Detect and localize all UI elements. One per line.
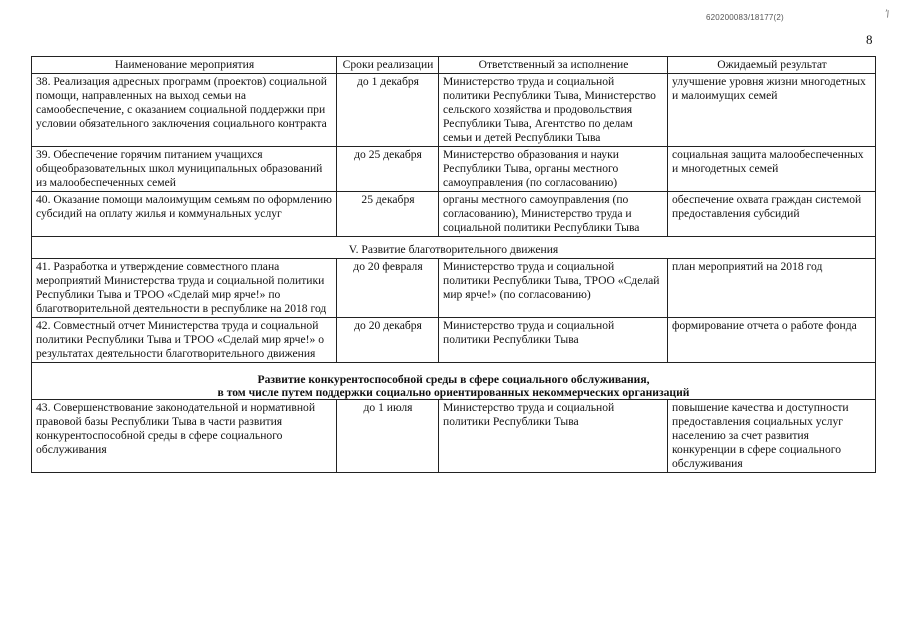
event-deadline: до 1 июля bbox=[337, 400, 439, 473]
event-deadline: до 25 декабря bbox=[337, 147, 439, 192]
header-expected-result: Ожидаемый результат bbox=[668, 57, 876, 74]
section-title-competition bbox=[32, 363, 876, 400]
event-result: обеспечение охвата граждан системой предоставления субсидий bbox=[668, 192, 876, 237]
event-name: 43. Совершенствование законодательной и нормативной правовой базы Республики Тыва в части развития конкурентоспособной среды в сфере социального обслуживания bbox=[32, 400, 337, 473]
event-name: 39. Обеспечение горячим питанием учащихся общеобразовательных школ муниципальных образований из малообеспеченных семей bbox=[32, 147, 337, 192]
section-heading-row bbox=[32, 363, 876, 400]
event-responsible: Министерство труда и социальной политики Республики Тыва bbox=[439, 400, 668, 473]
section-heading-row bbox=[32, 237, 876, 259]
header-event-name: Наименование мероприятия bbox=[32, 57, 337, 74]
header-responsible: Ответственный за исполнение bbox=[439, 57, 668, 74]
event-name: 40. Оказание помощи малоимущим семьям по оформлению субсидий на оплату жилья и коммунальных услуг bbox=[32, 192, 337, 237]
event-result: повышение качества и доступности предоставления социальных услуг населению за счет развития конкуренции в сфере социального обслуживания bbox=[668, 400, 876, 473]
table-header-row bbox=[32, 57, 876, 74]
event-deadline: до 1 декабря bbox=[337, 74, 439, 147]
event-responsible: Министерство труда и социальной политики Республики Тыва, ТРОО «Сделай мир ярче!» (по согласованию) bbox=[439, 259, 668, 318]
section-title-line-1: Развитие конкурентоспособной среды в сфере социального обслуживания, bbox=[257, 373, 650, 386]
event-responsible: Министерство труда и социальной политики Республики Тыва bbox=[439, 318, 668, 363]
event-result: формирование отчета о работе фонда bbox=[668, 318, 876, 363]
event-name: 38. Реализация адресных программ (проектов) социальной помощи, направленных на выход семьи на самообеспечение, с оказанием социальной поддержки при условии обязательного заключения социального контракта bbox=[32, 74, 337, 147]
event-deadline: до 20 февраля bbox=[337, 259, 439, 318]
event-deadline: до 20 декабря bbox=[337, 318, 439, 363]
corner-handwritten-mark: ʼ\ bbox=[882, 8, 891, 21]
event-name: 42. Совместный отчет Министерства труда и социальной политики Республики Тыва и ТРОО «Сделай мир ярче!» о результатах деятельности благотворительного движения bbox=[32, 318, 337, 363]
table-row bbox=[32, 318, 876, 363]
events-table bbox=[31, 56, 876, 473]
event-responsible: органы местного самоуправления (по согласованию), Министерство труда и социальной политики Республики Тыва bbox=[439, 192, 668, 237]
event-deadline: 25 декабря bbox=[337, 192, 439, 237]
event-responsible: Министерство образования и науки Республики Тыва, органы местного самоуправления (по согласованию) bbox=[439, 147, 668, 192]
event-result: социальная защита малообеспеченных и многодетных семей bbox=[668, 147, 876, 192]
table-row bbox=[32, 147, 876, 192]
table-row bbox=[32, 74, 876, 147]
event-name: 41. Разработка и утверждение совместного плана мероприятий Министерства труда и социальной политики Республики Тыва и ТРОО «Сделай мир ярче!» по благотворительной деятельности в республике на 2018 год bbox=[32, 259, 337, 318]
table-row bbox=[32, 400, 876, 473]
section-title-line-2: в том числе путем поддержки социально ориентированных некоммерческих организаций bbox=[217, 386, 690, 399]
section-title-charity: V. Развитие благотворительного движения bbox=[32, 237, 876, 259]
header-deadline: Сроки реализации bbox=[337, 57, 439, 74]
event-result: план мероприятий на 2018 год bbox=[668, 259, 876, 318]
event-responsible: Министерство труда и социальной политики Республики Тыва, Министерство сельского хозяйства и продовольствия Республики Тыва, Агентство по делам семьи и детей Республики Тыва bbox=[439, 74, 668, 147]
event-result: улучшение уровня жизни многодетных и малоимущих семей bbox=[668, 74, 876, 147]
table-row bbox=[32, 259, 876, 318]
document-id: 620200083/18177(2) bbox=[706, 13, 784, 22]
table-row bbox=[32, 192, 876, 237]
page-number: 8 bbox=[866, 32, 873, 47]
